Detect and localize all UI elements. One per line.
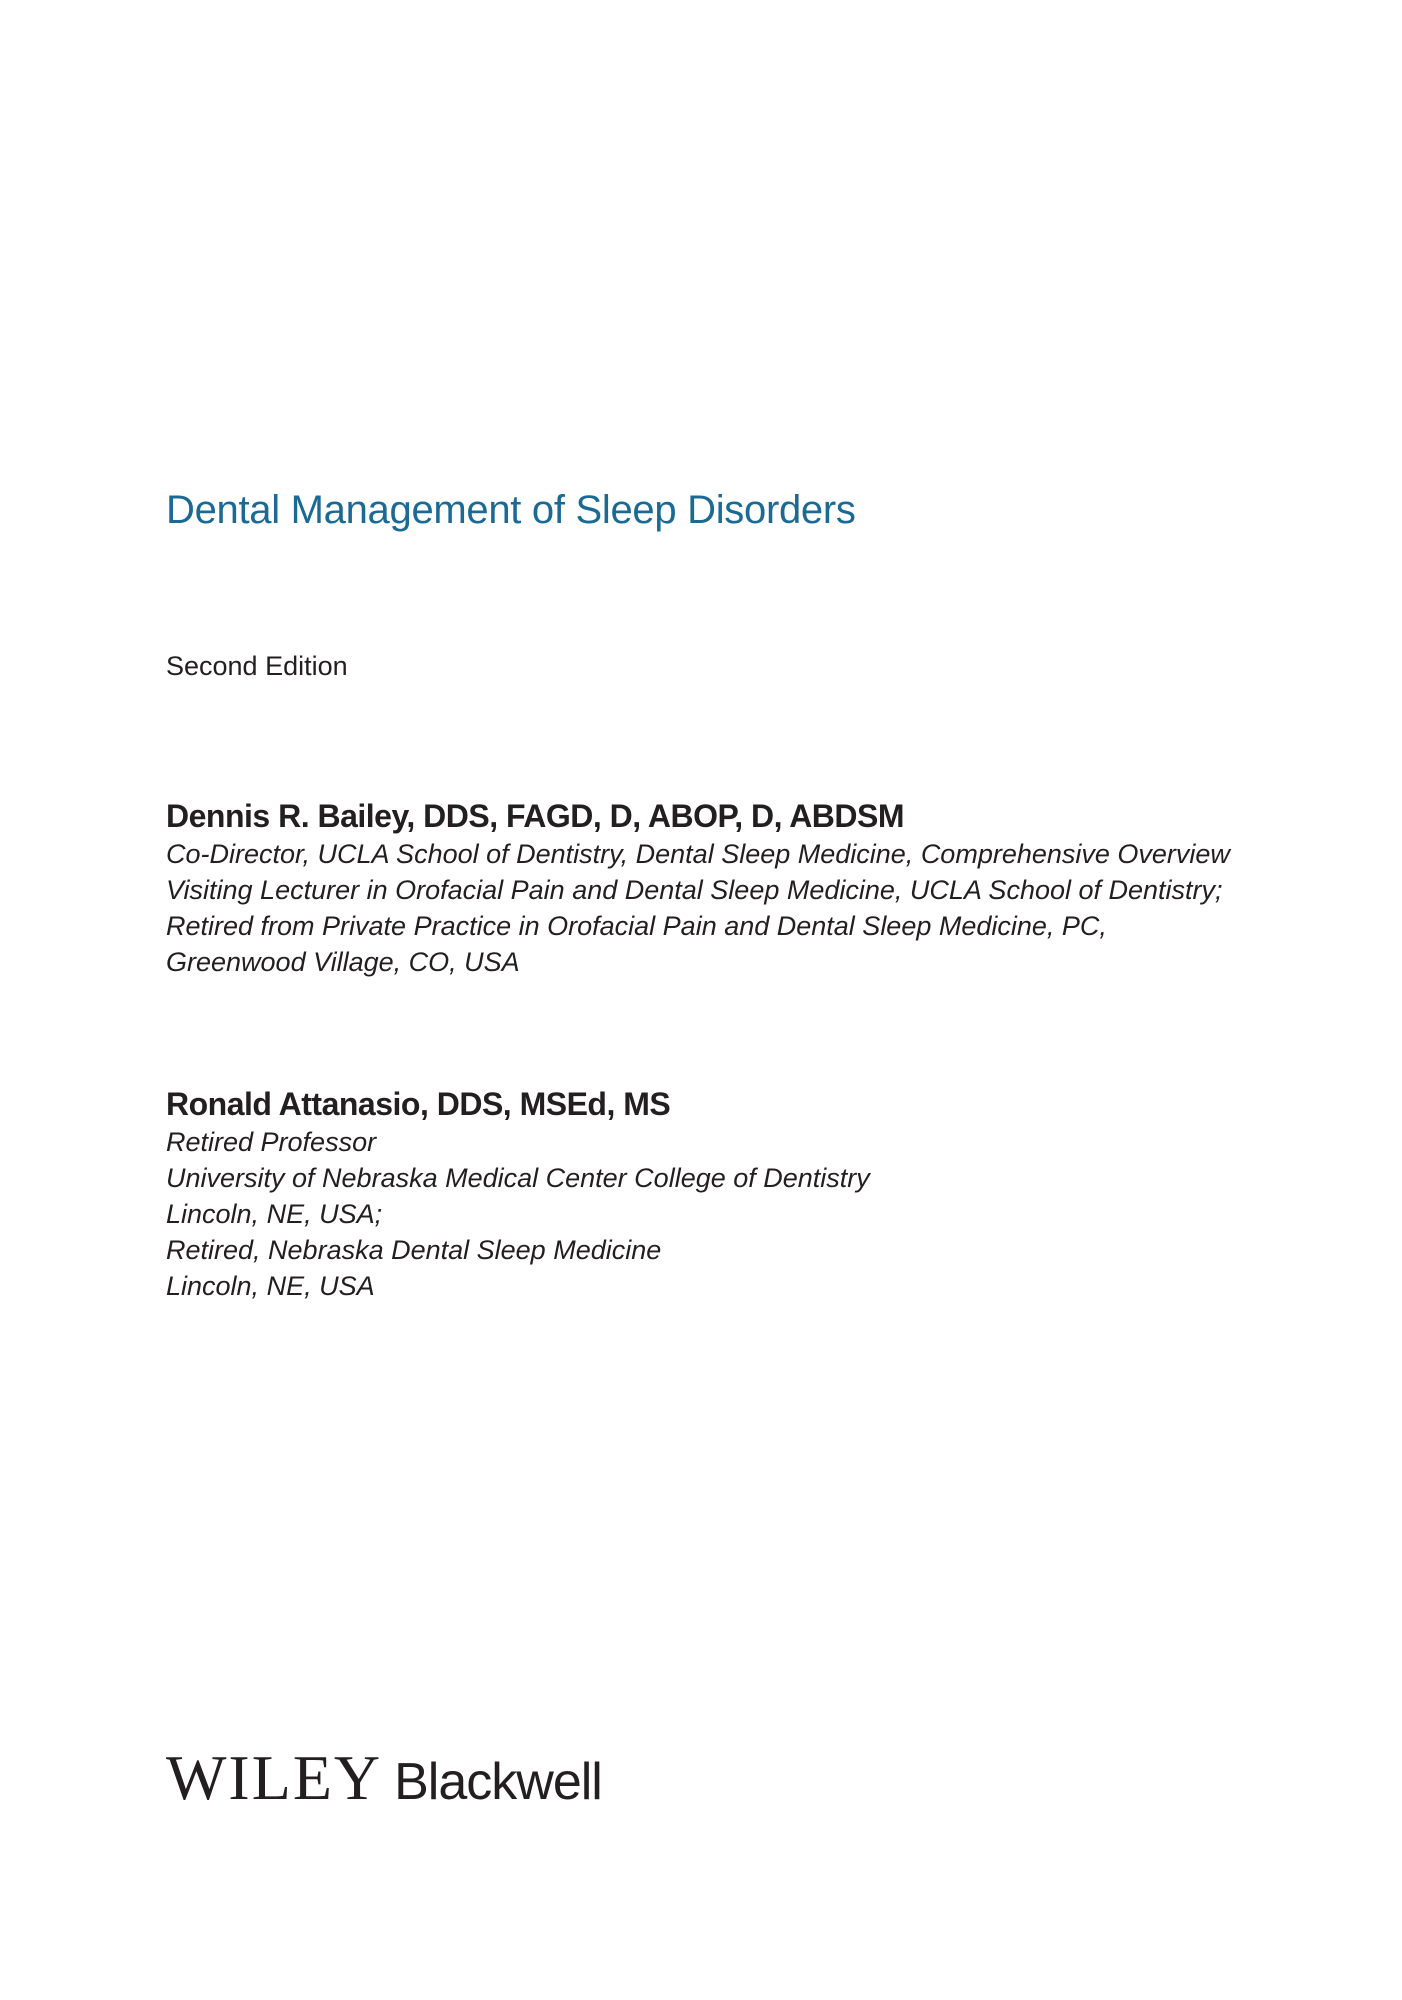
blackwell-wordmark: Blackwell [394, 1753, 602, 1811]
book-title: Dental Management of Sleep Disorders [166, 488, 856, 532]
affiliation-line: Retired Professor [166, 1127, 377, 1157]
affiliation-line: University of Nebraska Medical Center College of Dentistry [166, 1163, 870, 1193]
affiliation-line: Co-Director, UCLA School of Dentistry, Dental Sleep Medicine, Comprehensive Overview [166, 839, 1230, 869]
author-block-1 [166, 796, 1230, 980]
affiliation-line: Retired from Private Practice in Orofacial Pain and Dental Sleep Medicine, PC, [166, 911, 1107, 941]
publisher-logo [166, 1742, 602, 1813]
affiliation-line: Greenwood Village, CO, USA [166, 947, 520, 977]
author-name: Ronald Attanasio, DDS, MSEd, MS [166, 1086, 671, 1122]
affiliation-line: Lincoln, NE, USA; [166, 1199, 383, 1229]
edition-label: Second Edition [166, 651, 348, 681]
affiliation-line: Visiting Lecturer in Orofacial Pain and Dental Sleep Medicine, UCLA School of Dentistry; [166, 875, 1223, 905]
author-name: Dennis R. Bailey, DDS, FAGD, D, ABOP, D, ABDSM [166, 798, 905, 834]
author-block-2 [166, 1084, 870, 1304]
affiliation-line: Retired, Nebraska Dental Sleep Medicine [166, 1235, 662, 1265]
affiliation-line: Lincoln, NE, USA [166, 1271, 375, 1301]
wiley-wordmark: WILEY [166, 1742, 383, 1813]
